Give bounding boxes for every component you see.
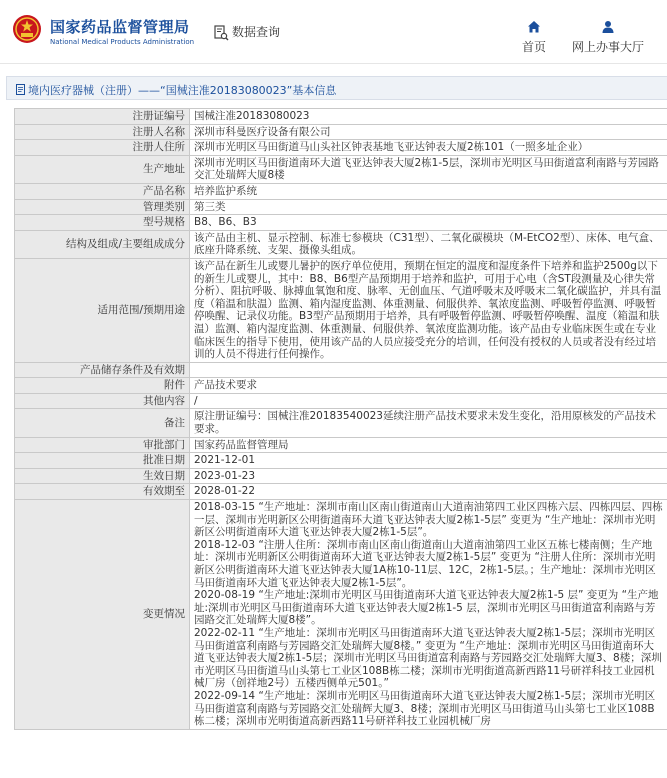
field-label: 审批部门 <box>15 437 190 453</box>
nav-home-label: 首页 <box>521 40 546 54</box>
table-row <box>15 199 667 215</box>
data-query-label: 数据查询 <box>232 25 281 39</box>
site-header <box>0 0 667 64</box>
field-value: 第三类 <box>190 199 667 215</box>
field-value: 2021-12-01 <box>190 453 667 469</box>
table-row <box>15 215 667 231</box>
detail-table <box>14 108 667 730</box>
table-row <box>15 437 667 453</box>
field-value: 2028-01-22 <box>190 484 667 500</box>
detail-table-container <box>14 108 667 778</box>
field-value: 深圳市光明区马田街道马山头社区钟表基地飞亚达钟表大厦2栋101（一照多址企业） <box>190 140 667 156</box>
field-label: 型号规格 <box>15 215 190 231</box>
table-row <box>15 124 667 140</box>
document-search-icon <box>213 25 229 41</box>
table-row <box>15 362 667 378</box>
field-label: 批准日期 <box>15 453 190 469</box>
field-value: 国家药品监督管理局 <box>190 437 667 453</box>
field-value: 原注册证编号：国械注准20183540023延续注册产品技术要求未发生变化，沿用原核发的产品技术要求。 <box>190 409 667 437</box>
field-value <box>190 362 667 378</box>
table-row <box>15 258 667 362</box>
field-label: 产品名称 <box>15 183 190 199</box>
table-row <box>15 378 667 394</box>
field-label: 附件 <box>15 378 190 394</box>
table-row <box>15 230 667 258</box>
field-label: 有效期至 <box>15 484 190 500</box>
change-history: 2018-03-15 “生产地址：深圳市南山区南山街道南山大道南油第四工业区四栋六层、四栋四层、四栋一层、深圳市光明新区公明街道南环大道飞亚达钟表大厦2栋1-5层” 变更为 “生产地址：深圳市光明新区公明街道南环大道飞亚达钟表大厦2栋1-5层”。 2018-12-03 “注册人住所：深圳市南山区南山街道南山大道南油第四工业区五栋七楼南侧；生产地址：深圳市光明新区公明街道南环大道飞亚达钟表大厦2栋1-5层” 变更为 “注册人住所：深圳市光明新区公明街道南环大道飞亚达钟表大厦1A栋10-11层、12C，2栋1-5层。；生产地址：深圳市光明区马田街道南环大道飞亚达钟表大厦2栋1-5层”。 2020-08-19 “生产地址:深圳市光明区马田街道南环大道飞亚达钟表大厦2栋1-5 层” 变更为 “生产地址:深圳市光明区马田街道南环大道飞亚达钟表大厦2栋1-5 层，深圳市光明区马田街道富利南路与芳园路交汇处瑞辉大厦8楼”。 2022-02-11 “生产地址：深圳市光明区马田街道南环大道飞亚达钟表大厦2栋1-5层；深圳市光明区马田街道富利南路与芳园路交汇处瑞辉大厦8楼。” 变更为 “生产地址：深圳市光明区马田街道南环大道飞亚达钟表大厦2栋1-5层；深圳市光明区马田街道富利南路与芳园路交汇处瑞辉大厦3、8楼；深圳市光明区马田街道马山头第七工业区108B栋二楼；深圳市光明街道高新西路11号研祥科技工业园机械厂房（创祥地2号）五楼西侧单元501。” 2022-09-14 “生产地址：深圳市光明区马田街道南环大道飞亚达钟表大厦2栋1-5层；深圳市光明区马田街道富利南路与芳园路交汇处瑞辉大厦3、8楼；深圳市光明区马田街道马山头第七工业区108B栋二楼；深圳市光明街道高新西路11号研祥科技工业园机械厂房 <box>190 500 667 730</box>
field-label: 备注 <box>15 409 190 437</box>
breadcrumb-text <box>15 82 336 98</box>
breadcrumb-title: 境内医疗器械（注册）——“国械注准20183080023”基本信息 <box>28 84 337 97</box>
field-label: 其他内容 <box>15 393 190 409</box>
field-value: 培养监护系统 <box>190 183 667 199</box>
field-value: / <box>190 393 667 409</box>
field-label: 注册人名称 <box>15 124 190 140</box>
field-label: 产品储存条件及有效期 <box>15 362 190 378</box>
field-value: 该产品在新生儿或婴儿暑护的医疗单位使用，预期在恒定的温度和湿度条件下培养和监护2500g以下的新生儿或婴儿，其中：B8、B6型产品预期用于培养和监护，可用于心电（含ST段测量及心律失常分析）、阻抗呼吸、脉搏血氧饱和度、脉率、无创血压、气道呼吸末及呼吸末二氧化碳监护，并具有温度（箱温和肤温）监测、箱内湿度监测、体重测量、伺服供养、氧浓度监测、呼吸暂停监测、呼吸暂停唤醒、记录仪功能。B3型产品预期用于培养，具有呼吸暂停监测、呼吸暂停唤醒、温度（箱温和肤温）监测、箱内湿度监测、体重测量、伺服供养、氧浓度监测功能。该产品由专业临床医生或在专业临床医生的指导下使用，使用该产品的人员应接受充分的培训，任何没有授权的人员或者没有经过培训的人员不得进行任何操作。 <box>190 258 667 362</box>
table-row <box>15 393 667 409</box>
data-query-link[interactable] <box>213 23 280 41</box>
field-value: B8、B6、B3 <box>190 215 667 231</box>
document-icon <box>15 84 26 95</box>
field-label: 注册证编号 <box>15 109 190 125</box>
nav-online-service[interactable] <box>568 18 648 55</box>
table-row <box>15 453 667 469</box>
table-row <box>15 484 667 500</box>
home-icon <box>527 18 541 36</box>
table-row <box>15 468 667 484</box>
field-value: 国械注准20183080023 <box>190 109 667 125</box>
field-value: 产品技术要求 <box>190 378 667 394</box>
breadcrumb <box>6 76 667 100</box>
table-row <box>15 500 667 730</box>
national-emblem-icon <box>12 14 42 44</box>
field-value: 深圳市科曼医疗设备有限公司 <box>190 124 667 140</box>
field-label: 适用范围/预期用途 <box>15 258 190 362</box>
table-row <box>15 183 667 199</box>
field-label: 注册人住所 <box>15 140 190 156</box>
user-icon <box>601 18 615 36</box>
field-value: 该产品由主机、显示控制、标准七参模块（C31型）、二氧化碳模块（M-EtCO2型）、床体、电气盒、底座升降系统、支架、摄像头组成。 <box>190 230 667 258</box>
site-subtitle: National Medical Products Administration <box>50 38 195 46</box>
site-title[interactable]: 国家药品监督管理局 <box>50 18 190 36</box>
field-value: 2023-01-23 <box>190 468 667 484</box>
field-label: 生产地址 <box>15 155 190 183</box>
field-label: 结构及组成/主要组成成分 <box>15 230 190 258</box>
field-label: 变更情况 <box>15 500 190 730</box>
field-label: 生效日期 <box>15 468 190 484</box>
nav-online-service-label: 网上办事大厅 <box>571 40 644 54</box>
field-value: 深圳市光明区马田街道南环大道飞亚达钟表大厦2栋1-5层，深圳市光明区马田街道富利南路与芳园路交汇处瑞辉大厦8楼 <box>190 155 667 183</box>
field-label: 管理类别 <box>15 199 190 215</box>
table-row <box>15 109 667 125</box>
table-row <box>15 155 667 183</box>
table-row <box>15 140 667 156</box>
table-row <box>15 409 667 437</box>
nav-home[interactable] <box>494 18 574 55</box>
